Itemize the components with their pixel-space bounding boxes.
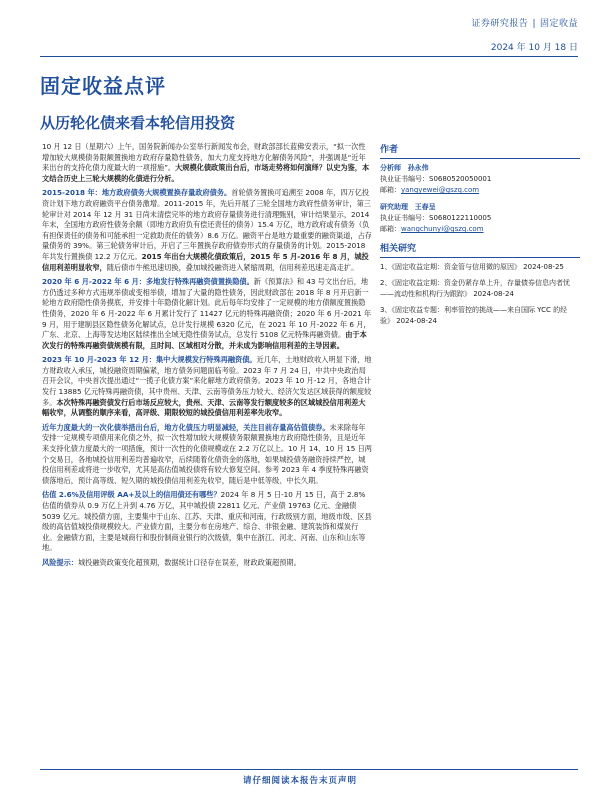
analyst1-cert: S0680520050001	[429, 175, 492, 183]
analyst1-row	[380, 163, 580, 174]
report-header	[471, 16, 578, 29]
related-item-3[interactable]: 3、《固定收益专题：利率管控的挑战——来自国际 YCC 的经验》 2024-08-24	[380, 306, 568, 325]
analyst1-email-label: 邮箱：	[380, 186, 401, 194]
page-title: 固定收益点评	[40, 74, 166, 98]
bold-2015: 2015 年出台大规模化债政策后，2015 年 5 月-2016 年 8 月，城投信用利差明显收窄，	[42, 251, 369, 272]
analyst2-name: 王春呈	[414, 203, 436, 211]
analyst1-name: 孙永伟	[407, 164, 429, 172]
paragraph-valuation	[42, 490, 372, 554]
page-subtitle: 从历轮化债来看本轮信用投资	[40, 114, 236, 132]
analyst2-cert-label: 执业证书编号：	[380, 214, 429, 222]
text-2015: 首轮债务置换可追溯至 2008 年，四万亿投资计划下地方政府融资平台债务激增。2011-2015 年，先后开展了三轮全国地方政府性债务审计，第三轮审计对 2014 年 12 月 31 日尚未清偿完毕的地方政府存量债务进行清理甄别，审计结果显示，2014 年末，全国地方政府性债务余额（即地方政府负有偿还责任的债务）15.4 万亿，地方政府或有债务（负有担保责任的债务和可能承担一定救助责任的债务）8.6 万亿。融资平台是地方最重要的融资渠道，占存量债务的 39%。第三轮债务审计后，开启了三年置换存政府债券形式的存量债务的计划。2015-2018 年共发行置换债 12.2 万亿元。	[42, 188, 372, 261]
analyst1-email-link[interactable]: yangyewei@gszq.com	[401, 186, 480, 194]
analyst2-cert-row	[380, 213, 580, 224]
paragraph-intro	[42, 142, 372, 184]
heading-2023: 2023 年 10 月-2023 年 12 月：集中大规模发行特殊再融资债。	[42, 355, 257, 365]
tail-2015: 随后债市牛熊迅速切换，叠加城投融资进入紧缩周期，信用利差迅速走高走扩。	[106, 262, 359, 272]
analyst1-role: 分析师	[380, 164, 401, 172]
text-2020: 新《预算法》和 43 号文出台后，地方仍透过多种方式违规举债或变相举债，增加了大量的隐性债务，因此财政部在 2018 年 8 月开启新一轮地方政府隐性债务摸底，并安排十年隐债化解计划。此后每年均安排了一定规模的地方债额度置换隐性债务，2020 年 6 月-2022 年 6 月累计发行了 11427 亿元的特殊再融资债；2020 年 6 月-2021 年 9 月，用于建制县区隐性债务化解试点，总计发行规模 6320 亿元，在 2021 年 10 月-2022 年 6 月，广东、北京、上海等发达地区陆续推出全域无隐性债务试点，总发行 5108 亿元特殊再融资债。	[42, 277, 372, 340]
heading-2020: 2020 年 6 月-2022 年 6 月：多地发行特殊再融资债置换隐债。	[42, 277, 254, 287]
paragraph-2015	[42, 188, 372, 273]
heading-recent: 近年力度最大的一次化债举措出台后，地方化债压力明显减轻，关注目前存量高估值债券。	[42, 422, 330, 432]
bold-2020: 由于本次发行的特殊再融资债规模有限，且时间、区域相对分散，并未成为影响信用利差的主导因素。	[42, 330, 367, 350]
analyst1-cert-row	[380, 174, 580, 185]
bold-2023: 本次特殊再融资债发行后市场反应较大，贵州、天津、云南等发行额度较多的区域城投信用利差大幅收窄，从调整的顺序来看，高评级、期限较短的城投债信用利差率先收窄。	[42, 397, 366, 418]
related-item-1[interactable]: 1、《固定收益定期：资金管与信用微的原因》 2024-08-25	[380, 263, 564, 271]
paragraph-2023	[42, 355, 372, 419]
text-risk: 城投融资政策变化超预期，数据统计口径存在误差，财政政策超预期。	[77, 557, 301, 567]
footer-divider	[40, 769, 578, 770]
analyst2-role: 研究助理	[380, 203, 408, 211]
analyst1-cert-label: 执业证书编号：	[380, 175, 429, 183]
main-body	[42, 142, 372, 573]
report-date: 2024 年 10 月 18 日	[490, 43, 578, 53]
related-section-title: 相关研究	[380, 241, 580, 258]
analyst2-row	[380, 202, 580, 213]
intro-text: 10 月 12 日（星期六）上午，国务院新闻办公室举行新闻发布会，财政部部长蓝佛安表示，“拟一次性增加较大规模债务限额置换地方政府存量隐性债务，加大力度支持地方化解债务风险”，并强调是“近年来出台的支持化债力度最大的一项措施”。	[42, 142, 366, 173]
heading-risk: 风险提示：	[42, 557, 78, 567]
analyst2-cert: S0680122110005	[429, 214, 492, 222]
analyst1-email-row	[380, 185, 580, 196]
text-2023: 近几年，土地财政收入明显下滑，地方财政收入承压，城投融资周期偏紧，地方债务问题面临考验。2023 年 7 月 24 日，中共中央政治局召开会议，中央首次提出通过“一揽子化债方案”来化解地方政府债务。2023 年 10 月-12 月，各地合计发行 13885 亿元特殊再融资债，其中贵州、天津、云南等债务压力较大、经济欠发达区域获得的额度较多。	[42, 355, 372, 407]
report-type: 证券研究报告	[471, 19, 529, 29]
footer-disclaimer: 请仔细阅读本报告末页声明	[242, 776, 357, 786]
sidebar	[380, 142, 580, 332]
header-separator: |	[532, 19, 536, 29]
text-recent: 未来除每年安排一定规模专项债用来化债之外，拟一次性增加较大规模债务限额置换地方政府隐性债务，且是近年来支持化债力度最大的一项措施，预计一次性的化债规模或在 2.2 万亿以上。10 月 14、10 月 15 日两个交易日，各地城投信用利差均普遍收窄，后续随着化债资金的落地，如果城投债务融资持续严控，城投信用利差或将进一步收窄，尤其是高估值城投债将有较大修复空间。参考 2023 年 4 季度特殊再融资债落地后，预计高等级、短久期的城投债信用利差先收窄，随后是中低等级、中长久期。	[42, 422, 372, 485]
analyst2-email-link[interactable]: wangchunyi@gszq.com	[401, 225, 484, 233]
paragraph-recent	[42, 423, 372, 487]
analyst2-email-label: 邮箱：	[380, 225, 401, 233]
report-category: 固定收益	[539, 19, 578, 29]
header-divider	[40, 56, 578, 57]
intro-bold: 大规模化债政策出台后，市场走势将如何演绎？以史为鉴，本文结合历史上三轮大规模的化债进行分析。	[42, 163, 370, 183]
paragraph-2020	[42, 277, 372, 351]
heading-2015: 2015-2018 年：地方政府债务大规模置换存量政府债务。	[42, 188, 232, 198]
analyst2-email-row	[380, 224, 580, 235]
author-section-title: 作者	[380, 142, 580, 159]
heading-valuation: 估值 2.6%及信用评级 AA+及以上的信用债还有哪些？	[42, 490, 221, 500]
text-valuation: 2024 年 8 月 5 日-10 月 15 日，高于 2.8%估值的债券从 0.9 万亿上升到 4.76 万亿，其中城投债 22811 亿元、产业债 19763 亿元、金融债 5039 亿元。城投债方面，主要集中于山东、江苏、天津、重庆和河南，行政级别方面，地级市级、区县级的高估值城投债规模较大。产业债方面，主要分布在房地产、综合、非银金融、建筑装饰和煤炭行业。金融债方面，主要是城商行和股份制商业银行的次级债，集中在浙江、河北、河南、山东和山东等地。	[42, 490, 372, 553]
paragraph-risk	[42, 558, 372, 569]
related-item-2[interactable]: 2、《固定收益定期：资金仍紧存单上升，存量债券信息内者忧——流动性和机构行为跟踪》 2024-08-24	[380, 279, 570, 298]
